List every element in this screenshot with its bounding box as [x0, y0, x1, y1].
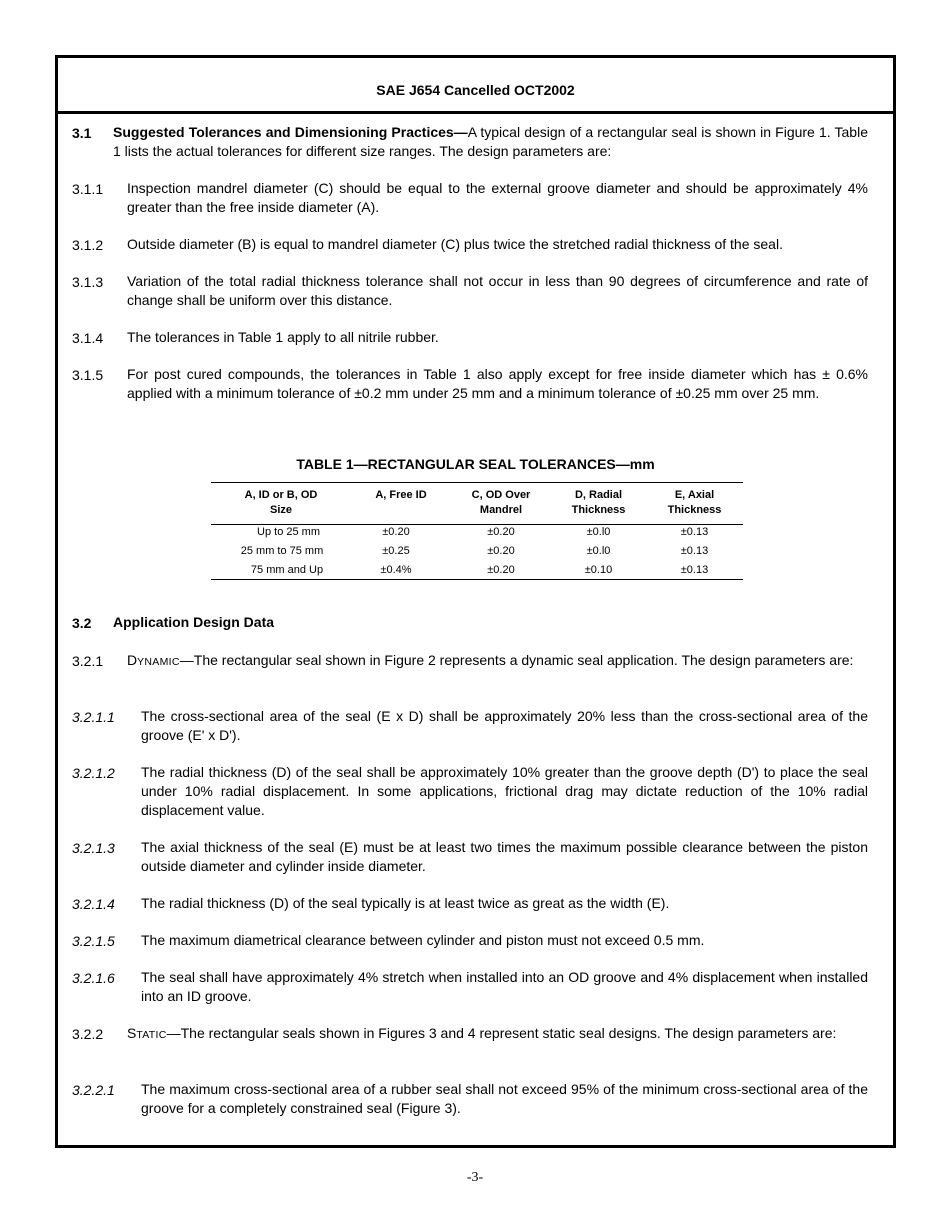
table-cell: ±0.20	[487, 545, 515, 557]
section-number: 3.2.1.3	[72, 840, 115, 856]
table-cell: Up to 25 mm	[257, 526, 320, 538]
page-number: -3-	[466, 1170, 484, 1185]
section-3-1-5: For post cured compounds, the tolerances in Table 1 also apply except for free inside diameter which has ± 0.6% applied with a minimum tolerance of ±0.2 mm under 25 mm and a minimum tolerance of ±0.25 mm over 25 mm.	[127, 366, 868, 401]
section-title: Suggested Tolerances and Dimensioning Practices—	[113, 124, 468, 140]
table-cell: ±0.l0	[586, 526, 611, 538]
section-number: 3.2.1.6	[72, 970, 115, 986]
section-number: 3.1.4	[72, 330, 104, 346]
lead-word-rest: TATIC	[136, 1029, 167, 1041]
section-number: 3.1.2	[72, 237, 104, 253]
section-3-2-1-4: The radial thickness (D) of the seal typically is at least twice as great as the width (E).	[141, 895, 670, 911]
section-body: —The rectangular seals shown in Figures 3 and 4 represent static seal designs. The design parameters are:	[166, 1025, 837, 1041]
section-3-2-title: Application Design Data	[113, 614, 275, 630]
table-cell: ±0.20	[382, 526, 410, 538]
table-cell: ±0.20	[487, 526, 515, 538]
table-cell: ±0.4%	[380, 564, 412, 576]
section-3-2-1	[127, 651, 868, 672]
lead-word-rest: YNAMIC	[137, 656, 180, 668]
section-number: 3.2.2	[72, 1026, 104, 1042]
tolerance-table	[211, 482, 743, 580]
section-3-1-1: Inspection mandrel diameter (C) should be equal to the external groove diameter and should be approximately 4% greater than the free inside diameter (A).	[127, 180, 868, 215]
section-number: 3.1.1	[72, 181, 104, 197]
section-number: 3.2.1	[72, 653, 104, 669]
table-cell: ±0.13	[680, 564, 709, 576]
section-number: 3.1.5	[72, 367, 104, 383]
section-3-2-1-5: The maximum diametrical clearance between cylinder and piston must not exceed 0.5 mm.	[141, 932, 705, 948]
section-3-2-2-1: The maximum cross-sectional area of a rubber seal shall not exceed 95% of the minimum cross-sectional area of the groove for a completely constrained seal (Figure 3).	[141, 1081, 868, 1116]
section-3-1-4: The tolerances in Table 1 apply to all nitrile rubber.	[127, 329, 439, 345]
document-header	[58, 58, 893, 114]
table-cell: ±0.13	[680, 545, 709, 557]
section-3-2-1-3: The axial thickness of the seal (E) must be at least two times the maximum possible clearance between the piston outside diameter and cylinder inside diameter.	[141, 839, 868, 874]
table-header-radial-thickness: D, Radial Thickness	[571, 489, 626, 516]
section-number: 3.2.1.5	[72, 933, 115, 949]
table-cell: ±0.25	[382, 545, 410, 557]
section-3-1	[113, 123, 868, 161]
table-cell: ±0.13	[680, 526, 709, 538]
table-header-rule	[211, 524, 743, 525]
page-frame	[55, 55, 896, 1148]
section-3-2-2	[127, 1024, 868, 1045]
section-3-2-1-1: The cross-sectional area of the seal (E x D) shall be approximately 20% less than the cross-sectional area of the groove (E' x D').	[141, 708, 868, 743]
section-body: —The rectangular seal shown in Figure 2 represents a dynamic seal application. The design parameters are:	[179, 652, 854, 668]
lead-word-initial: S	[127, 1025, 137, 1041]
table-title: TABLE 1—RECTANGULAR SEAL TOLERANCES—mm	[296, 456, 655, 472]
table-header-od-over-mandrel: C, OD Over Mandrel	[471, 489, 531, 516]
section-number: 3.2.1.4	[72, 896, 115, 912]
section-3-2-1-6: The seal shall have approximately 4% stretch when installed into an OD groove and 4% displacement when installed into an ID groove.	[141, 969, 868, 1004]
table-header-size: A, ID or B, OD Size	[244, 489, 318, 516]
section-number: 3.2.1.1	[72, 709, 115, 725]
table-header-free-id: A, Free ID	[375, 489, 427, 501]
table-cell: 25 mm to 75 mm	[240, 545, 324, 557]
table-cell: ±0.10	[584, 564, 613, 576]
table-cell: ±0.l0	[586, 545, 611, 557]
section-number: 3.2	[72, 615, 92, 631]
table-cell: ±0.20	[487, 564, 515, 576]
document-title: SAE J654 Cancelled OCT2002	[376, 82, 575, 98]
section-number: 3.2.2.1	[72, 1082, 115, 1098]
lead-word-initial: D	[127, 652, 138, 668]
section-number: 3.1	[72, 125, 92, 141]
section-3-2-1-2: The radial thickness (D) of the seal shall be approximately 10% greater than the groove depth (D') to place the seal under 10% radial displacement. In some applications, frictional drag may dictate reduction of the 10% radial displacement value.	[141, 764, 868, 818]
section-number: 3.2.1.2	[72, 765, 115, 781]
section-body: A typical design of a rectangular seal is shown in Figure 1. Table 1 lists the actual tolerances for different size ranges. The design parameters are:	[113, 124, 868, 159]
section-3-1-2: Outside diameter (B) is equal to mandrel diameter (C) plus twice the stretched radial thickness of the seal.	[127, 236, 783, 252]
section-3-1-3: Variation of the total radial thickness tolerance shall not occur in less than 90 degrees of circumference and rate of change shall be uniform over this distance.	[127, 273, 868, 308]
table-cell: 75 mm and Up	[250, 564, 324, 576]
table-header-axial-thickness: E, Axial Thickness	[667, 489, 722, 516]
section-number: 3.1.3	[72, 274, 104, 290]
